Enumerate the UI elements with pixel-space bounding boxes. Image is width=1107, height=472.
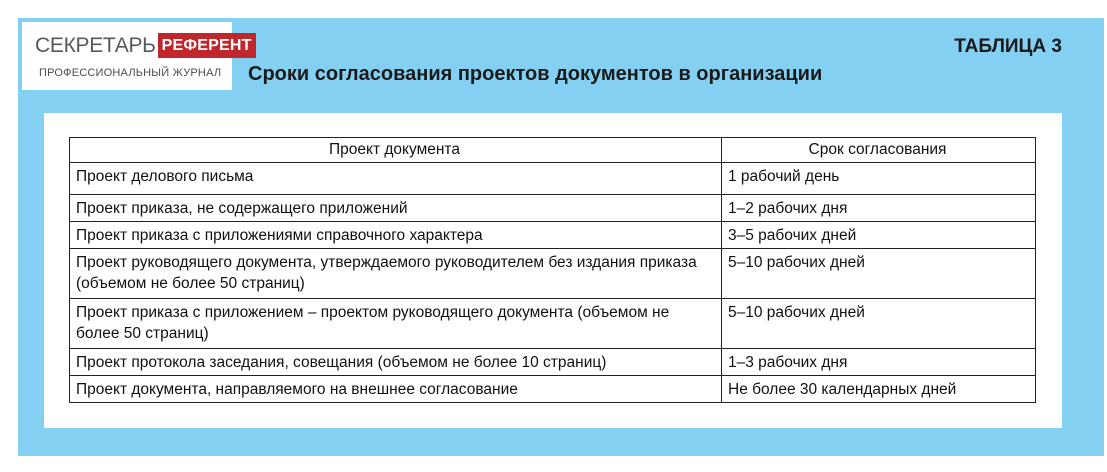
document-cell: Проект документа, направляемого на внешнее согласование — [70, 376, 722, 403]
term-cell: 5–10 рабочих дней — [722, 299, 1036, 349]
table-row — [70, 376, 1036, 403]
document-cell: Проект протокола заседания, совещания (объемом не более 10 страниц) — [70, 349, 722, 376]
table-title: Сроки согласования проектов документов в организации — [248, 63, 823, 85]
term-cell: 5–10 рабочих дней — [722, 249, 1036, 299]
approval-table — [69, 137, 1036, 403]
document-cell: Проект руководящего документа, утверждаемого руководителем без издания приказа (объемом не более 50 страниц) — [70, 249, 722, 299]
logo-subtitle: ПРОФЕССИОНАЛЬНЫЙ ЖУРНАЛ — [39, 67, 222, 79]
table-panel — [44, 113, 1062, 428]
table-frame — [18, 18, 1104, 456]
term-cell: 1–2 рабочих дня — [722, 195, 1036, 222]
document-cell: Проект приказа с приложениями справочного характера — [70, 222, 722, 249]
document-cell: Проект приказа, не содержащего приложений — [70, 195, 722, 222]
table-row — [70, 299, 1036, 349]
table-row — [70, 163, 1036, 195]
column-header-term: Срок согласования — [722, 138, 1036, 163]
column-header-document: Проект документа — [70, 138, 722, 163]
term-cell: Не более 30 календарных дней — [722, 376, 1036, 403]
table-number: ТАБЛИЦА 3 — [954, 36, 1062, 57]
document-cell: Проект делового письма — [70, 163, 722, 195]
table-row — [70, 249, 1036, 299]
logo-word: СЕКРЕТАРЬ — [35, 34, 156, 57]
logo — [22, 22, 252, 90]
document-cell: Проект приказа с приложением – проектом руководящего документа (объемом не более 50 страниц) — [70, 299, 722, 349]
term-cell: 1–3 рабочих дня — [722, 349, 1036, 376]
table-row — [70, 195, 1036, 222]
term-cell: 1 рабочий день — [722, 163, 1036, 195]
table-row — [70, 222, 1036, 249]
table-header-row — [70, 138, 1036, 163]
logo-wordmark — [35, 33, 256, 58]
term-cell: 3–5 рабочих дней — [722, 222, 1036, 249]
logo-accent: РЕФЕРЕНТ — [158, 33, 256, 58]
table-row — [70, 349, 1036, 376]
